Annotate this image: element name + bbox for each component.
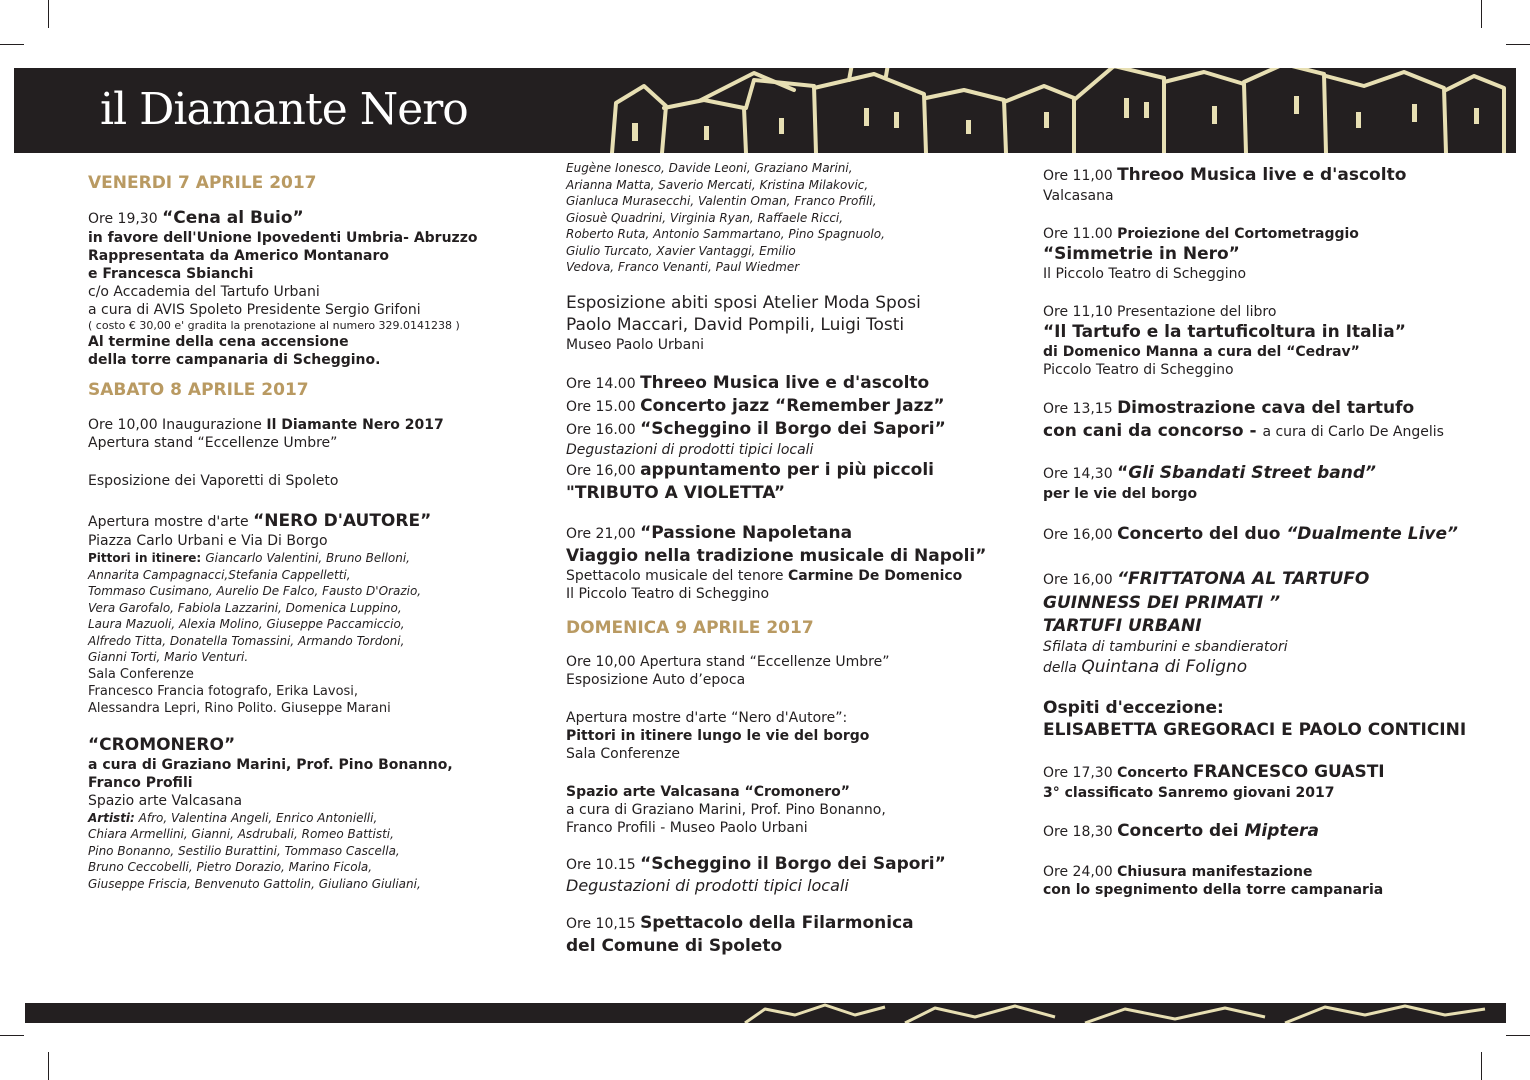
cromonero-title: “CROMONERO”: [88, 734, 236, 755]
event-cortometraggio: Ore 11.00 Proiezione del Cortometraggio: [1043, 226, 1359, 242]
event-guasti: Ore 17,30 Concerto FRANCESCO GUASTI: [1043, 762, 1385, 782]
brand-logo: il Diamante Nero: [100, 84, 468, 135]
day-heading: DOMENICA 9 APRILE 2017: [566, 617, 814, 638]
crop-mark: [1481, 0, 1482, 28]
village-skyline-illustration: [604, 68, 1516, 153]
event-chiusura: Ore 24,00 Chiusura manifestazione: [1043, 864, 1313, 880]
event-cava-tartufo: Ore 13,15 Dimostrazione cava del tartufo: [1043, 398, 1415, 418]
ospiti-label: Ospiti d'eccezione:: [1043, 698, 1224, 718]
event-borgo-sapori: Ore 16.00 “Scheggino il Borgo dei Sapori”: [566, 418, 946, 439]
crop-mark: [48, 1052, 49, 1080]
crop-mark: [0, 44, 24, 45]
event-frittatona: Ore 16,00 “FRITTATONA AL TARTUFO: [1043, 569, 1370, 589]
event-mostre: Apertura mostre d'arte “NERO D'AUTORE”: [88, 511, 432, 531]
event-threeo: Ore 14.00 Threeo Musica live e d'ascolto: [566, 372, 930, 393]
crop-mark: [48, 0, 49, 28]
column-sunday-continued: Ore 11,00 Threoo Musica live e d'ascolto Valcasana Ore 11.00 Proiezione del Cortometraggio “Simmetrie in Nero” Il Piccolo Teatro di Scheggino Ore 11,10 Presentazione del libro “Il Tartufo e la tartuficoltura in Italia” di Domenico Manna a cura del “Cedrav” Piccolo Teatro di Scheggino Ore 13,15 Dimostrazione cava del tartufo con cani da concorso - a cura di Carlo De Angelis Ore 14,30 “Gli Sbandati Street band” per le vie del borgo Ore 16,00 Concerto del duo “Dualmente Live” Ore 16,00 “FRITTATONA AL TARTUFO GUINNESS DEI PRIMATI ” TARTUFI URBANI Sfilata di tamburini e sbandieratori della Quintana di Foligno Ospiti d'eccezione: ELISABETTA GREGORACI E PAOLO CONTICINI Ore 17,30 Concerto FRANCESCO GUASTI 3° classificato Sanremo giovani 2017 Ore 18,30 Concerto dei Miptera Ore 24,00 Chiusura manifestazione con lo spegnimento della torre campanaria: [1043, 160, 1483, 899]
event-cena: Ore 19,30 “Cena al Buio”: [88, 208, 304, 228]
event-filarmonica: Ore 10,15 Spettacolo della Filarmonica: [566, 912, 914, 933]
artisti-list: Artisti: Afro, Valentina Angeli, Enrico Antonielli,: [88, 810, 378, 825]
event-miptera: Ore 18,30 Concerto dei Miptera: [1043, 821, 1319, 841]
event-threeo-sunday: Ore 11,00 Threoo Musica live e d'ascolto: [1043, 165, 1407, 185]
event-inaugurazione: Ore 10,00 Inaugurazione Il Diamante Nero 2017: [88, 417, 444, 433]
event-jazz: Ore 15.00 Concerto jazz “Remember Jazz”: [566, 395, 945, 416]
ospiti-names: ELISABETTA GREGORACI E PAOLO CONTICINI: [1043, 720, 1467, 740]
event-borgo-sapori-sunday: Ore 10.15 “Scheggino il Borgo dei Sapori”: [566, 853, 946, 874]
day-heading: VENERDI 7 APRILE 2017: [88, 173, 317, 193]
crop-mark: [0, 1035, 24, 1036]
crop-mark: [1506, 1035, 1530, 1036]
footer-band: [25, 1003, 1506, 1023]
event-street-band: Ore 14,30 “Gli Sbandati Street band”: [1043, 463, 1376, 483]
event-dualmente: Ore 16,00 Concerto del duo “Dualmente Live”: [1043, 524, 1458, 544]
crop-mark: [1506, 44, 1530, 45]
event-bambini: Ore 16,00 appuntamento per i più piccoli: [566, 459, 934, 480]
header-band: [14, 68, 1516, 153]
day-heading: SABATO 8 APRILE 2017: [88, 380, 309, 400]
event-libro: Ore 11,10 Presentazione del libro: [1043, 304, 1277, 320]
pittori-list: Pittori in itinere: Giancarlo Valentini, Bruno Belloni,: [88, 551, 410, 565]
crop-mark: [1481, 1052, 1482, 1080]
column-sunday: Eugène Ionesco, Davide Leoni, Graziano Marini, Arianna Matta, Saverio Mercati, Kristina Milakovic, Gianluca Murasecchi, Valentin Oman, Franco Profili, Giosuè Quadrini, Virginia Ryan, Raffaele Ricci, Roberto Ruta, Antonio Sammartano, Pino Spagnuolo, Giulio Turcato, Xavier Vantaggi, Emilio Vedova, Franco Venanti, Paul Wiedmer Esposizione abiti sposi Atelier Moda Sposi Paolo Maccari, David Pompili, Luigi Tosti Museo Paolo Urbani Ore 14.00 Threeo Musica live e d'ascolto Ore 15.00 Concerto jazz “Remember Jazz” Ore 16.00 “Scheggino il Borgo dei Sapori” Degustazioni di prodotti tipici locali Ore 16,00 appuntamento per i più piccoli "TRIBUTO A VIOLETTA” Ore 21,00 “Passione Napoletana Viaggio nella tradizione musicale di Napoli” Spettacolo musicale del tenore Carmine De Domenico Il Piccolo Teatro di Scheggino DOMENICA 9 APRILE 2017 Ore 10,00 Apertura stand “Eccellenze Umbre” Esposizione Auto d’epoca Apertura mostre d'arte “Nero d'Autore”: Pittori in itinere lungo le vie del borgo Sala Conferenze Spazio arte Valcasana “Cromonero” a cura di Graziano Marini, Prof. Pino Bonanno, Franco Profili - Museo Paolo Urbani Ore 10.15 “Scheggino il Borgo dei Sapori” Degustazioni di prodotti tipici locali Ore 10,15 Spettacolo della Filarmonica del Comune di Spoleto: [566, 160, 1006, 957]
column-saturday: VENERDI 7 APRILE 2017 Ore 19,30 “Cena al Buio” in favore dell'Unione Ipovedenti Umbria- Abruzzo Rappresentata da Americo Montanaro e Francesca Sbianchi c/o Accademia del Tartufo Urbani a cura di AVIS Spoleto Presidente Sergio Grifoni ( costo € 30,00 e' gradita la prenotazione al numero 329.0141238 ) Al termine della cena accensione della torre campanaria di Scheggino. SABATO 8 APRILE 2017 Ore 10,00 Inaugurazione Il Diamante Nero 2017 Apertura stand “Eccellenze Umbre” Esposizione dei Vaporetti di Spoleto Apertura mostre d'arte “NERO D'AUTORE” Piazza Carlo Urbani e Via Di Borgo Pittori in itinere: Giancarlo Valentini, Bruno Belloni, Annarita Campagnacci,Stefania Cappelletti, Tommaso Cusimano, Aurelio De Falco, Fausto D'Orazio, Vera Garofalo, Fabiola Lazzarini, Domenica Luppino, Laura Mazuoli, Alexia Molino, Giuseppe Paccamiccio, Alfredo Titta, Donatella Tomassini, Armando Tordoni, Gianni Torti, Mario Venturi. Sala Conferenze Francesco Francia fotografo, Erika Lavosi, Alessandra Lepri, Rino Polito. Giuseppe Marani “CROMONERO” a cura di Graziano Marini, Prof. Pino Bonanno, Franco Profili Spazio arte Valcasana Artisti: Afro, Valentina Angeli, Enrico Antonielli, Chiara Armellini, Gianni, Asdrubali, Romeo Battisti, Pino Bonanno, Sestilio Burattini, Tommaso Cascella, Bruno Ceccobelli, Pietro Dorazio, Marino Ficola, Giuseppe Friscia, Benvenuto Gattolin, Giuliano Giuliani,: [88, 160, 528, 892]
event-napoletana: Ore 21,00 “Passione Napoletana: [566, 522, 853, 543]
village-skyline-illustration: [25, 1003, 1506, 1023]
